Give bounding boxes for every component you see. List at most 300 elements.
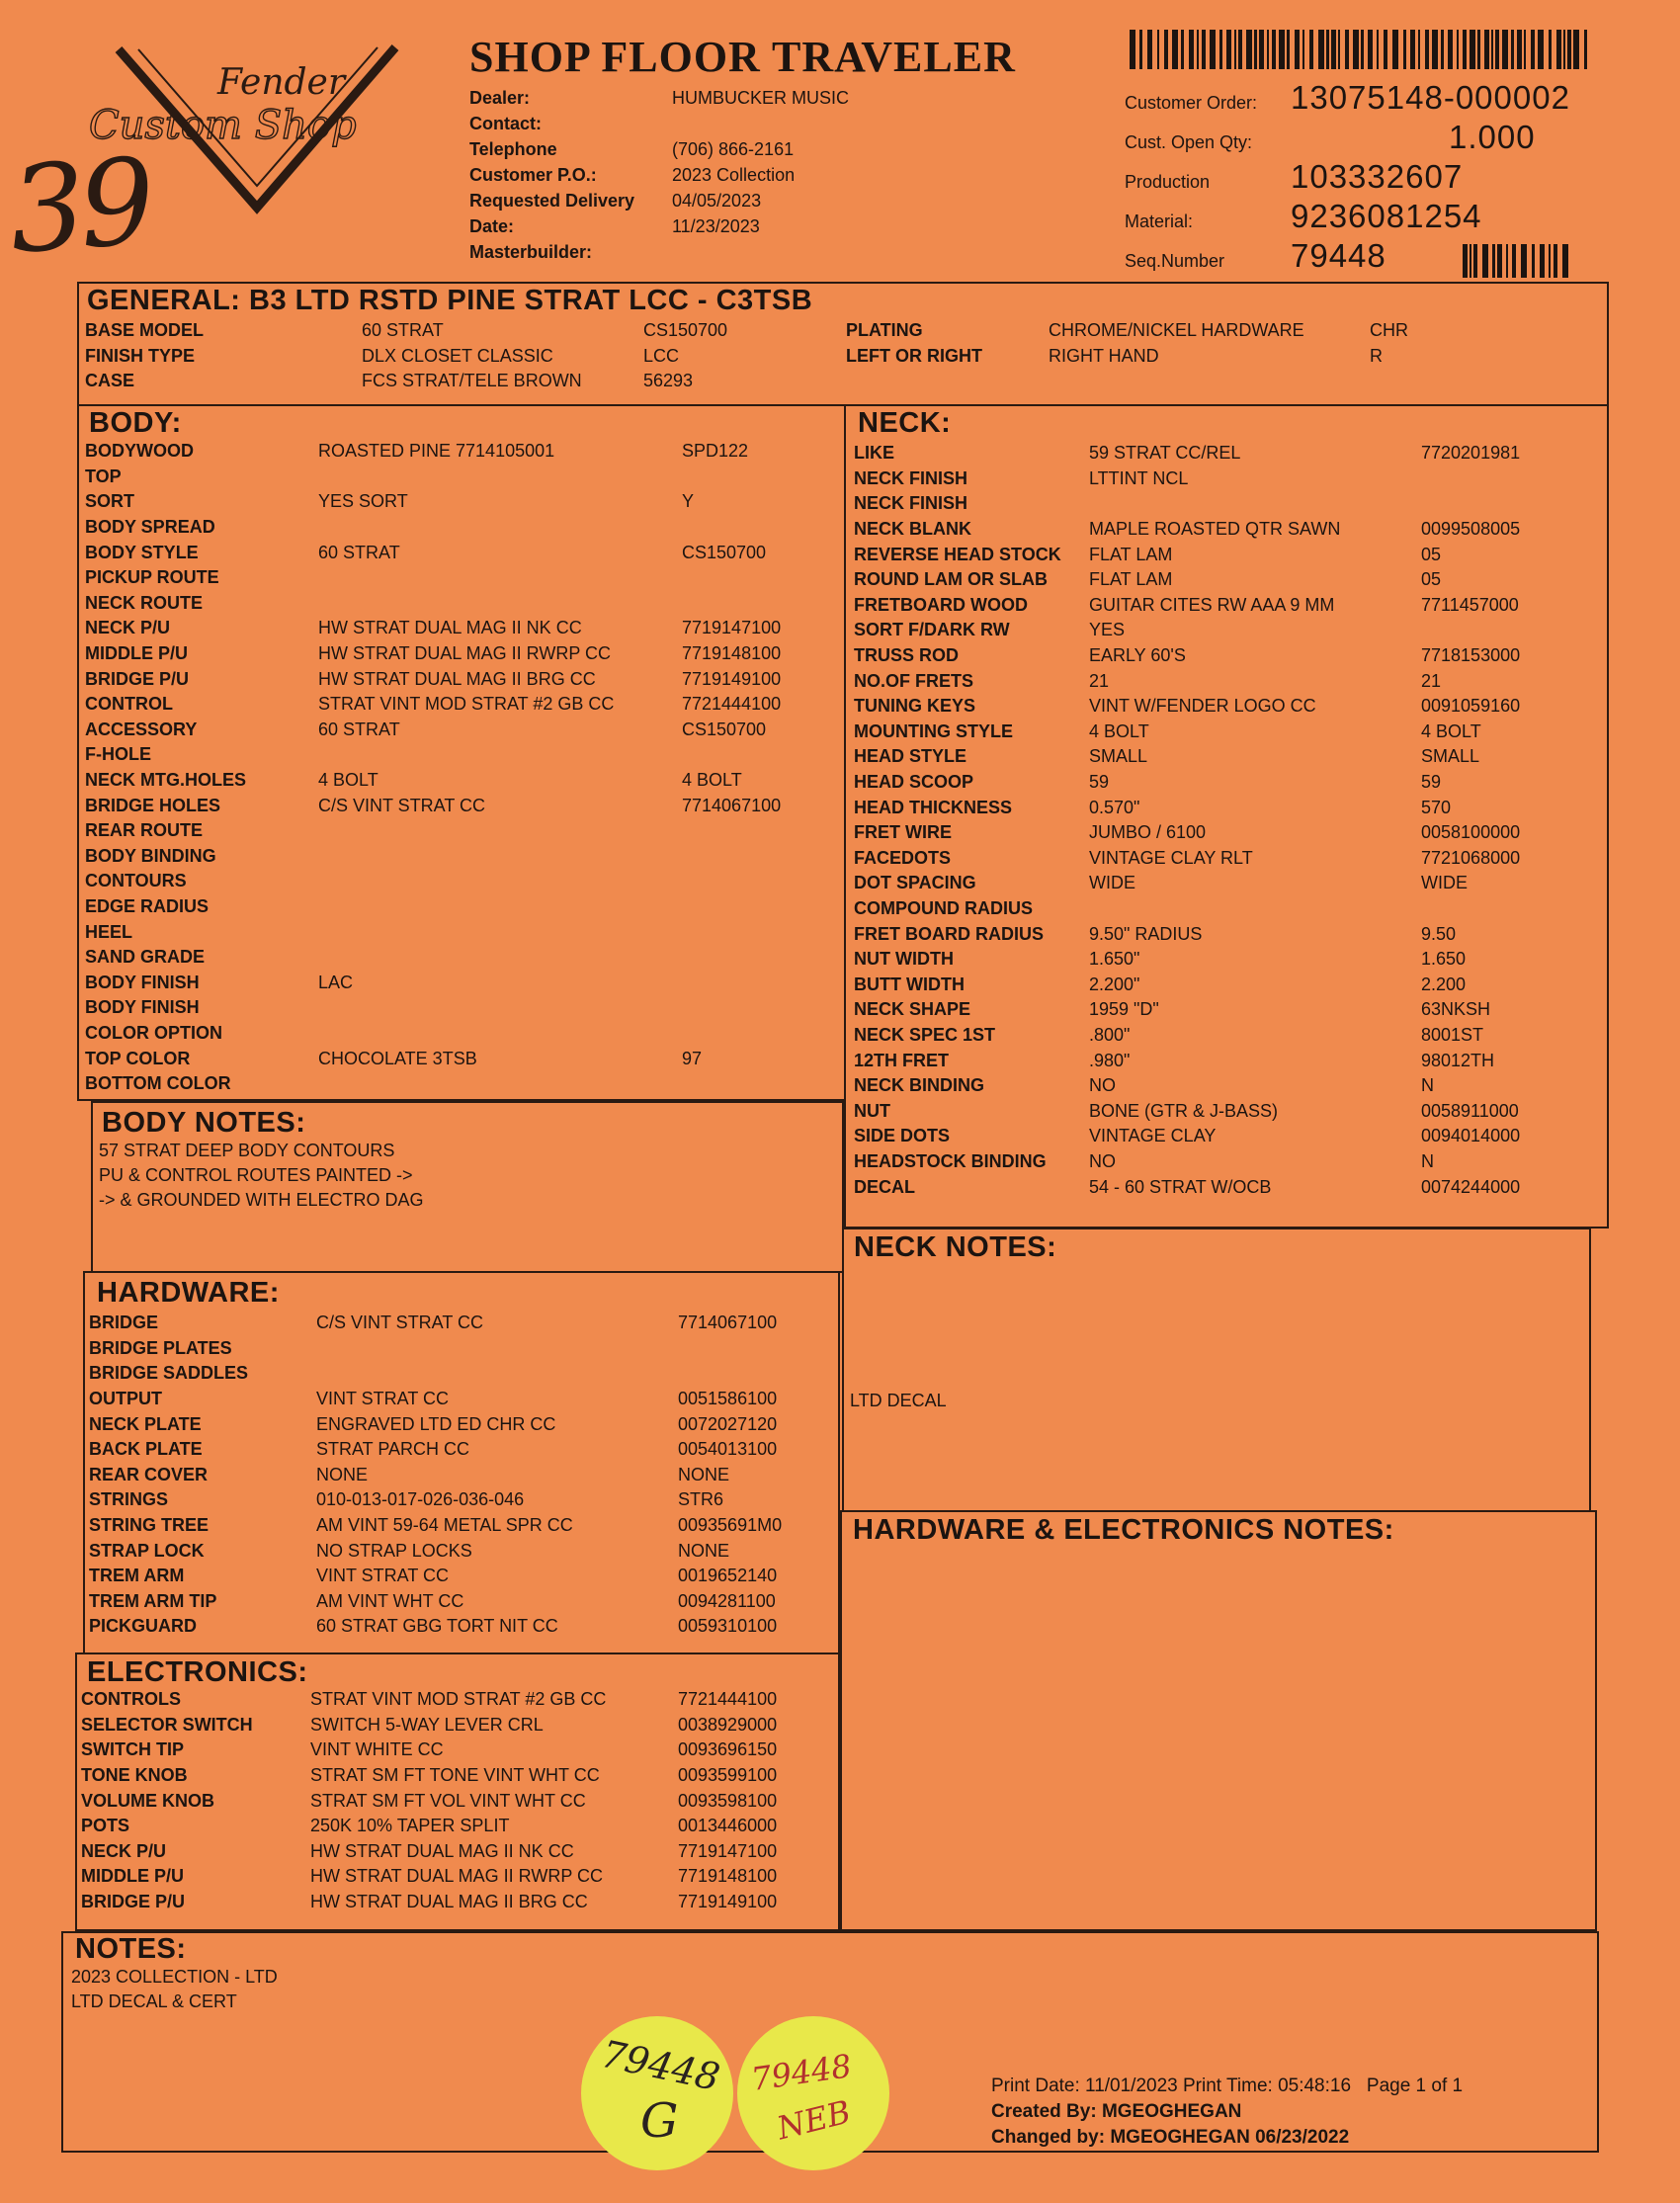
neck-cell-0: COMPOUND RADIUS xyxy=(854,897,1034,918)
electronics-cell-1: HW STRAT DUAL MAG II RWRP CC xyxy=(310,1866,604,1887)
order-field-row xyxy=(1125,198,1570,237)
hardware-row xyxy=(89,1538,816,1564)
neck-cell-2: WIDE xyxy=(1421,873,1468,893)
barcode-bar xyxy=(1287,30,1290,69)
hardware-cell-0: BACK PLATE xyxy=(89,1439,203,1460)
body-cell-0: NECK P/U xyxy=(85,618,171,638)
body-cell-0: NECK ROUTE xyxy=(85,592,204,613)
barcode-bar xyxy=(1517,30,1522,69)
neck-cell-0: HEAD THICKNESS xyxy=(854,797,1013,817)
neck-row xyxy=(854,744,1589,770)
neck-cell-0: NUT xyxy=(854,1100,890,1121)
body-cell-0: CONTOURS xyxy=(85,871,187,891)
body-row xyxy=(85,439,820,465)
barcode-top xyxy=(1130,30,1594,69)
neck-cell-0: DECAL xyxy=(854,1176,915,1197)
electronics-cell-2: 7719147100 xyxy=(678,1840,778,1861)
neck-row xyxy=(854,668,1589,694)
body-cell-0: BRIDGE P/U xyxy=(85,668,190,689)
electronics-row xyxy=(81,1687,816,1713)
general-row xyxy=(85,318,1488,344)
barcode-bar xyxy=(1130,30,1135,69)
neck-cell-0: SORT F/DARK RW xyxy=(854,620,1010,640)
barcode-bar xyxy=(1353,30,1359,69)
barcode-bar xyxy=(1584,30,1587,69)
barcode-bar xyxy=(1562,244,1568,278)
header-field-value: 11/23/2023 xyxy=(672,216,760,236)
electronics-row xyxy=(81,1814,816,1839)
logo-script: Custom Shop xyxy=(89,103,357,148)
neck-cell-0: DOT SPACING xyxy=(854,873,976,893)
barcode-bar xyxy=(1448,30,1453,69)
hardware-cell-2: STR6 xyxy=(678,1489,724,1510)
neck-cell-1: YES xyxy=(1089,620,1126,640)
hardware-cell-0: BRIDGE PLATES xyxy=(89,1337,232,1358)
hardware-table xyxy=(89,1311,816,1640)
barcode-bar xyxy=(1554,244,1557,278)
hardware-cell-0: TREM ARM TIP xyxy=(89,1590,217,1611)
hardware-row xyxy=(89,1361,816,1387)
order-field-value: 1.000 xyxy=(1449,119,1536,155)
barcode-bar xyxy=(1497,244,1502,278)
body-cell-1: 60 STRAT xyxy=(318,542,400,562)
electronics-cell-2: 7721444100 xyxy=(678,1689,778,1710)
body-cell-1: HW STRAT DUAL MAG II NK CC xyxy=(318,618,582,638)
neck-row xyxy=(854,1149,1589,1175)
body-row xyxy=(85,718,820,743)
barcode-bar xyxy=(1495,30,1499,69)
barcode-bar xyxy=(1181,30,1184,69)
body-row xyxy=(85,692,820,718)
neck-row xyxy=(854,972,1589,997)
electronics-cell-0: SWITCH TIP xyxy=(81,1739,184,1760)
hardware-cell-0: STRAP LOCK xyxy=(89,1540,205,1561)
hardware-cell-0: OUTPUT xyxy=(89,1389,162,1409)
barcode-bar xyxy=(1556,30,1561,69)
body-row xyxy=(85,970,820,995)
body-row xyxy=(85,565,820,591)
hardware-cell-1: VINT STRAT CC xyxy=(316,1389,450,1409)
neck-row xyxy=(854,820,1589,846)
electronics-cell-2: 0093599100 xyxy=(678,1765,778,1786)
hardware-cell-2: 7714067100 xyxy=(678,1313,778,1333)
barcode-bar xyxy=(1563,30,1565,69)
neck-cell-0: NECK SPEC 1ST xyxy=(854,1024,996,1045)
barcode-bar xyxy=(1477,30,1480,69)
changed-label: Changed by: xyxy=(991,2127,1106,2148)
barcode-bar xyxy=(1279,30,1285,69)
barcode-bar xyxy=(1441,30,1444,69)
neck-cell-0: HEAD STYLE xyxy=(854,746,967,767)
neck-row xyxy=(854,770,1589,796)
hardware-cell-1: NO STRAP LOCKS xyxy=(316,1540,472,1561)
neck-cell-0: SIDE DOTS xyxy=(854,1126,951,1146)
electronics-cell-2: 0038929000 xyxy=(678,1714,778,1735)
hardware-cell-1: C/S VINT STRAT CC xyxy=(316,1313,484,1333)
barcode-bar xyxy=(1139,30,1142,69)
neck-cell-1: 2.200" xyxy=(1089,974,1140,994)
electronics-table xyxy=(81,1687,816,1914)
created-by: MGEOGHEGAN xyxy=(1101,2101,1242,2122)
sticker-1-line2: G xyxy=(640,2093,679,2149)
neck-cell-2: 8001ST xyxy=(1421,1024,1484,1045)
neck-row xyxy=(854,947,1589,973)
barcode-bar xyxy=(1484,30,1489,69)
header-field-value: 2023 Collection xyxy=(672,165,796,185)
body-row xyxy=(85,919,820,945)
general-cell-5: CHR xyxy=(1370,320,1408,341)
barcode-bar xyxy=(1384,30,1387,69)
neck-row xyxy=(854,466,1589,492)
header-field-label: Requested Delivery xyxy=(469,191,635,211)
barcode-bar xyxy=(1172,30,1178,69)
neck-row xyxy=(854,997,1589,1023)
electronics-cell-0: MIDDLE P/U xyxy=(81,1866,185,1887)
barcode-bar xyxy=(1524,30,1526,69)
general-cell-4: RIGHT HAND xyxy=(1049,345,1159,366)
neck-notes-title: NECK NOTES: xyxy=(854,1231,1057,1263)
neck-cell-1: SMALL xyxy=(1089,746,1148,767)
electronics-row xyxy=(81,1864,816,1890)
barcode-bar xyxy=(1531,30,1535,69)
neck-cell-1: GUITAR CITES RW AAA 9 MM xyxy=(1089,594,1335,615)
barcode-bar xyxy=(1164,30,1168,69)
general-cell-1: 60 STRAT xyxy=(362,320,444,341)
header-field-row xyxy=(469,85,968,111)
header-field-row xyxy=(469,213,968,239)
barcode-bar xyxy=(1567,30,1571,69)
hardware-cell-0: BRIDGE SADDLES xyxy=(89,1363,249,1384)
body-cell-0: BODY FINISH xyxy=(85,997,200,1018)
neck-cell-1: JUMBO / 6100 xyxy=(1089,822,1207,843)
barcode-bar xyxy=(1318,30,1324,69)
neck-row xyxy=(854,694,1589,720)
electronics-cell-0: POTS xyxy=(81,1816,130,1836)
neck-cell-2: N xyxy=(1421,1075,1434,1096)
document-title: SHOP FLOOR TRAVELER xyxy=(469,33,1016,81)
barcode-bar xyxy=(1425,30,1429,69)
general-title: GENERAL: B3 LTD RSTD PINE STRAT LCC - C3TSB xyxy=(87,285,813,316)
body-cell-0: BODYWOOD xyxy=(85,441,194,462)
header-field-row xyxy=(469,162,968,188)
body-cell-2: CS150700 xyxy=(682,719,767,739)
neck-cell-0: REVERSE HEAD STOCK xyxy=(854,544,1061,564)
neck-cell-0: ROUND LAM OR SLAB xyxy=(854,569,1048,590)
neck-row xyxy=(854,1174,1589,1200)
neck-cell-1: .800" xyxy=(1089,1024,1131,1045)
order-field-label: Material: xyxy=(1125,212,1194,231)
barcode-bar xyxy=(1368,30,1373,69)
hardware-cell-2: NONE xyxy=(678,1540,730,1561)
neck-cell-1: MAPLE ROASTED QTR SAWN xyxy=(1089,519,1341,540)
neck-cell-1: LTTINT NCL xyxy=(1089,467,1189,488)
header-field-label: Date: xyxy=(469,216,515,236)
hardware-cell-1: AM VINT 59-64 METAL SPR CC xyxy=(316,1515,573,1536)
neck-cell-2: 1.650 xyxy=(1421,949,1467,970)
body-cell-1: HW STRAT DUAL MAG II BRG CC xyxy=(318,668,596,689)
body-cell-0: MIDDLE P/U xyxy=(85,643,189,664)
page-indicator: Page 1 of 1 xyxy=(1366,2076,1464,2096)
hardware-cell-1: NONE xyxy=(316,1464,369,1484)
header-field-row xyxy=(469,239,968,265)
electronics-cell-0: TONE KNOB xyxy=(81,1765,188,1786)
header-field-value: (706) 866-2161 xyxy=(672,139,795,159)
header-field-row xyxy=(469,136,968,162)
neck-cell-1: 1959 "D" xyxy=(1089,999,1159,1020)
body-cell-2: 7721444100 xyxy=(682,694,782,715)
order-field-label: Customer Order: xyxy=(1125,93,1258,113)
electronics-row xyxy=(81,1839,816,1865)
neck-cell-2: 7711457000 xyxy=(1421,594,1519,615)
electronics-cell-1: 250K 10% TAPER SPLIT xyxy=(310,1816,510,1836)
general-cell-4: CHROME/NICKEL HARDWARE xyxy=(1049,320,1304,341)
barcode-bar xyxy=(1532,244,1535,278)
hardware-cell-0: REAR COVER xyxy=(89,1464,209,1484)
neck-row xyxy=(854,795,1589,820)
body-cell-2: CS150700 xyxy=(682,542,767,562)
hardware-title: HARDWARE: xyxy=(97,1277,280,1309)
barcode-bar xyxy=(1473,244,1477,278)
neck-cell-0: NUT WIDTH xyxy=(854,949,954,970)
neck-row xyxy=(854,441,1589,466)
neck-cell-1: .980" xyxy=(1089,1050,1131,1070)
print-line: Print Date: 11/01/2023 Print Time: 05:48:16 xyxy=(991,2076,1352,2096)
hardware-cell-1: 60 STRAT GBG TORT NIT CC xyxy=(316,1616,558,1637)
hardware-cell-0: STRING TREE xyxy=(89,1515,210,1536)
neck-cell-1: 1.650" xyxy=(1089,949,1140,970)
header-field-label: Masterbuilder: xyxy=(469,242,593,262)
barcode-bar xyxy=(1157,30,1159,69)
header-field-label: Dealer: xyxy=(469,88,531,108)
hw-elec-notes-box xyxy=(840,1510,1597,1931)
body-cell-0: BOTTOM COLOR xyxy=(85,1073,231,1094)
barcode-bar xyxy=(1309,30,1313,69)
header-field-row xyxy=(469,188,968,213)
barcode-bar xyxy=(1418,30,1420,69)
hardware-row xyxy=(89,1311,816,1336)
header-field-row xyxy=(469,111,968,136)
barcode-bar xyxy=(1549,244,1551,278)
barcode-bar xyxy=(1302,30,1304,69)
body-row xyxy=(85,616,820,641)
neck-cell-2: 2.200 xyxy=(1421,974,1467,994)
hardware-row xyxy=(89,1336,816,1362)
body-cell-0: CONTROL xyxy=(85,694,173,715)
neck-cell-0: TRUSS ROD xyxy=(854,645,960,666)
neck-cell-2: 570 xyxy=(1421,797,1452,817)
electronics-row xyxy=(81,1890,816,1915)
body-cell-0: SORT xyxy=(85,491,135,512)
neck-cell-1: FLAT LAM xyxy=(1089,569,1173,590)
body-cell-1: STRAT VINT MOD STRAT #2 GB CC xyxy=(318,694,615,715)
neck-cell-1: BONE (GTR & J-BASS) xyxy=(1089,1100,1279,1121)
barcode-bar xyxy=(1392,30,1398,69)
neck-cell-2: 9.50 xyxy=(1421,923,1457,944)
hardware-cell-2: 0094281100 xyxy=(678,1590,776,1611)
order-field-label: Cust. Open Qty: xyxy=(1125,132,1253,152)
electronics-cell-1: SWITCH 5-WAY LEVER CRL xyxy=(310,1714,544,1735)
neck-cell-2: 7721068000 xyxy=(1421,847,1521,868)
barcode-bar xyxy=(1219,30,1222,69)
body-cell-0: BRIDGE HOLES xyxy=(85,795,221,815)
order-field-row xyxy=(1125,119,1570,158)
barcode-bar xyxy=(1512,244,1516,278)
hardware-cell-2: 0072027120 xyxy=(678,1413,778,1434)
sticker-1 xyxy=(581,2016,733,2170)
hardware-cell-2: 00935691M0 xyxy=(678,1515,783,1536)
neck-cell-0: NO.OF FRETS xyxy=(854,670,973,691)
body-cell-2: Y xyxy=(682,491,695,512)
body-row xyxy=(85,742,820,768)
barcode-bar xyxy=(1506,244,1508,278)
barcode-bar xyxy=(1463,30,1467,69)
neck-cell-1: 0.570" xyxy=(1089,797,1140,817)
hardware-cell-1: VINT STRAT CC xyxy=(316,1566,450,1586)
order-field-value: 9236081254 xyxy=(1291,198,1482,234)
hardware-cell-0: TREM ARM xyxy=(89,1566,185,1586)
barcode-bar xyxy=(1457,30,1459,69)
electronics-cell-0: BRIDGE P/U xyxy=(81,1892,186,1912)
header-field-label: Contact: xyxy=(469,114,542,133)
electronics-row xyxy=(81,1737,816,1763)
neck-cell-1: VINTAGE CLAY xyxy=(1089,1126,1217,1146)
electronics-cell-2: 7719148100 xyxy=(678,1866,778,1887)
barcode-bar xyxy=(1482,244,1488,278)
electronics-cell-0: SELECTOR SWITCH xyxy=(81,1714,253,1735)
barcode-bar xyxy=(1463,244,1468,278)
order-field-value: 103332607 xyxy=(1291,158,1464,195)
body-row xyxy=(85,489,820,515)
body-cell-2: 7714067100 xyxy=(682,795,782,815)
hardware-cell-0: NECK PLATE xyxy=(89,1413,202,1434)
barcode-bar xyxy=(1246,30,1252,69)
body-cell-1: C/S VINT STRAT CC xyxy=(318,795,486,815)
body-cell-0: PICKUP ROUTE xyxy=(85,567,219,588)
neck-cell-1: 21 xyxy=(1089,670,1110,691)
general-table xyxy=(85,318,1488,394)
hardware-row xyxy=(89,1487,816,1513)
body-row xyxy=(85,1021,820,1047)
electronics-cell-2: 7719149100 xyxy=(678,1892,778,1912)
body_notes-line: -> & GROUNDED WITH ELECTRO DAG xyxy=(99,1190,424,1210)
order-field-label: Seq.Number xyxy=(1125,251,1225,271)
body-notes-title: BODY NOTES: xyxy=(102,1107,306,1139)
neck-cell-2: 7720201981 xyxy=(1421,443,1521,464)
hardware-cell-2: 0059310100 xyxy=(678,1616,778,1637)
neck-cell-2: 0094014000 xyxy=(1421,1126,1521,1146)
electronics-row xyxy=(81,1713,816,1738)
electronics-cell-1: STRAT VINT MOD STRAT #2 GB CC xyxy=(310,1689,607,1710)
neck-cell-0: FRET WIRE xyxy=(854,822,952,843)
neck-cell-0: HEADSTOCK BINDING xyxy=(854,1150,1047,1171)
order-field-row xyxy=(1125,79,1570,119)
electronics-cell-1: HW STRAT DUAL MAG II BRG CC xyxy=(310,1892,588,1912)
neck-row xyxy=(854,846,1589,872)
body-row xyxy=(85,995,820,1021)
body-row xyxy=(85,465,820,490)
barcode-bar xyxy=(1345,30,1349,69)
barcode-bar xyxy=(1331,30,1336,69)
order-field-label: Production xyxy=(1125,172,1211,192)
body-cell-1: ROASTED PINE 7714105001 xyxy=(318,441,555,462)
neck-cell-2: 0058100000 xyxy=(1421,822,1521,843)
neck-cell-2: 0091059160 xyxy=(1421,696,1521,717)
neck-cell-0: FRET BOARD RADIUS xyxy=(854,923,1044,944)
body-cell-2: 7719148100 xyxy=(682,643,782,664)
body-cell-0: HEEL xyxy=(85,921,133,942)
electronics-row xyxy=(81,1763,816,1789)
barcode-bar xyxy=(1410,30,1415,69)
order-field-row xyxy=(1125,158,1570,198)
sticker-2-line1: 79448 xyxy=(748,2047,854,2098)
neck_notes-line: LTD DECAL xyxy=(850,1391,947,1410)
neck-cell-1: 54 - 60 STRAT W/OCB xyxy=(1089,1176,1272,1197)
general-cell-0: BASE MODEL xyxy=(85,320,205,341)
barcode-bar xyxy=(1210,30,1216,69)
hardware-row xyxy=(89,1387,816,1412)
general-cell-2: 56293 xyxy=(643,371,694,391)
neck-cell-0: 12TH FRET xyxy=(854,1050,950,1070)
body-cell-1: 60 STRAT xyxy=(318,719,400,739)
neck-notes-lines xyxy=(850,1389,947,1413)
electronics-cell-0: NECK P/U xyxy=(81,1840,167,1861)
body_notes-line: 57 STRAT DEEP BODY CONTOURS xyxy=(99,1141,395,1160)
barcode-bar xyxy=(1238,30,1242,69)
neck-row xyxy=(854,542,1589,567)
neck-cell-1: FLAT LAM xyxy=(1089,544,1173,564)
neck-row xyxy=(854,1023,1589,1049)
changed-by: MGEOGHEGAN 06/23/2022 xyxy=(1110,2127,1350,2148)
general-cell-1: DLX CLOSET CLASSIC xyxy=(362,345,553,366)
neck-cell-2: SMALL xyxy=(1421,746,1480,767)
neck-cell-1: 9.50" RADIUS xyxy=(1089,923,1203,944)
body-cell-2: 97 xyxy=(682,1048,703,1068)
general-cell-0: FINISH TYPE xyxy=(85,345,196,366)
body-row xyxy=(85,666,820,692)
neck-cell-0: NECK FINISH xyxy=(854,493,968,514)
header-field-value: HUMBUCKER MUSIC xyxy=(672,88,850,108)
neck-cell-0: FRETBOARD WOOD xyxy=(854,594,1028,615)
header-field-value: 04/05/2023 xyxy=(672,191,762,211)
neck-row xyxy=(854,517,1589,543)
electronics-cell-1: VINT WHITE CC xyxy=(310,1739,444,1760)
neck-row xyxy=(854,1098,1589,1124)
barcode-bar xyxy=(1295,30,1300,69)
neck-cell-1: 59 xyxy=(1089,772,1110,793)
neck-row xyxy=(854,643,1589,669)
body-row xyxy=(85,515,820,541)
electronics-cell-2: 0093696150 xyxy=(678,1739,778,1760)
general-cell-2: LCC xyxy=(643,345,680,366)
body_notes-line: PU & CONTROL ROUTES PAINTED -> xyxy=(99,1165,413,1185)
body-cell-0: NECK MTG.HOLES xyxy=(85,770,247,791)
barcode-bar xyxy=(1502,30,1508,69)
hardware-row xyxy=(89,1614,816,1640)
electronics-cell-1: HW STRAT DUAL MAG II NK CC xyxy=(310,1840,574,1861)
handwritten-number: 39 xyxy=(5,133,154,281)
hardware-cell-1: AM VINT WHT CC xyxy=(316,1590,464,1611)
barcode-bar xyxy=(1147,30,1152,69)
neck-cell-2: 21 xyxy=(1421,670,1442,691)
body-table xyxy=(85,439,820,1096)
barcode-bar xyxy=(1197,30,1199,69)
neck-cell-2: 0099508005 xyxy=(1421,519,1521,540)
neck-row xyxy=(854,1048,1589,1073)
neck-row xyxy=(854,720,1589,745)
neck-cell-0: NECK BLANK xyxy=(854,519,971,540)
hardware-row xyxy=(89,1411,816,1437)
header-fields xyxy=(469,85,968,265)
